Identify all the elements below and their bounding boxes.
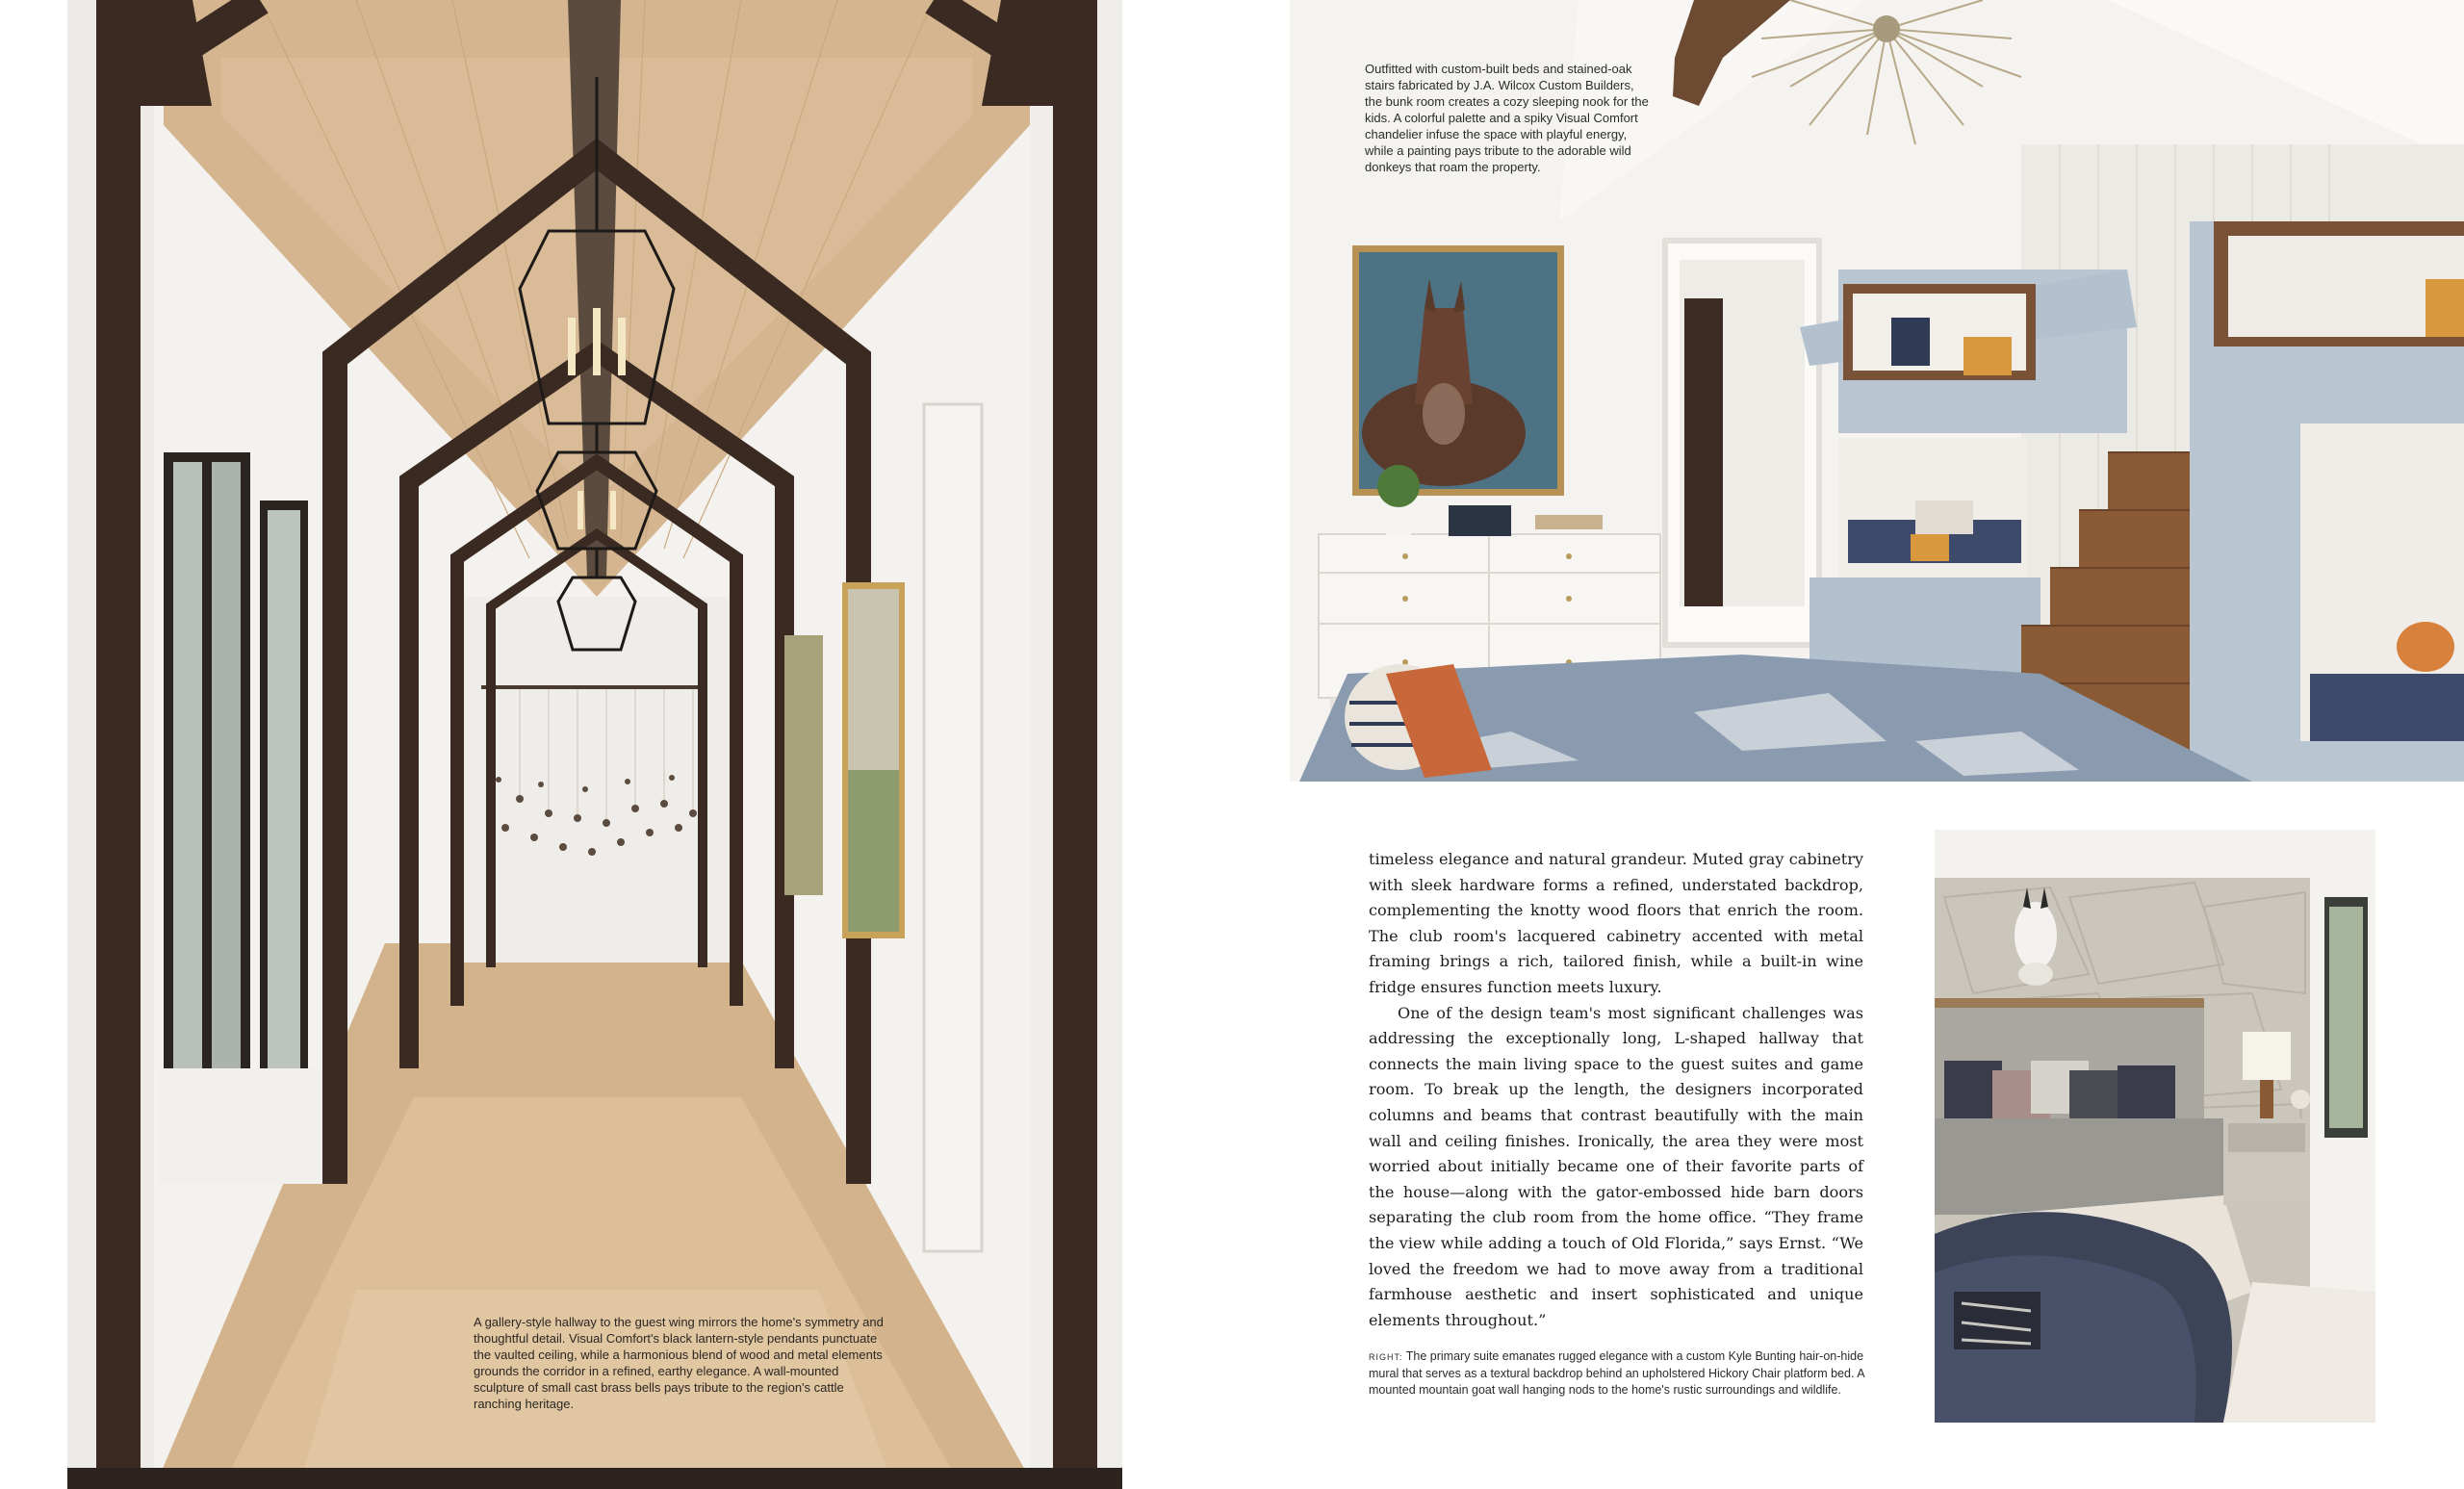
primary-suite-photo bbox=[1935, 830, 2375, 1423]
suite-caption bbox=[1369, 1348, 1869, 1399]
caption-label: RIGHT: bbox=[1369, 1352, 1403, 1362]
bunk-room-caption: Outfitted with custom-built beds and stained-oak stairs fabricated by J.A. Wilcox Custom Builders, the bunk room creates a cozy sleeping nook for the kids. A colorful palette and a spiky Visual Comfort chandelier infuse the space with playful energy, while a painting pays tribute to the adorable wild donkeys that roam the property. bbox=[1365, 62, 1649, 174]
suite-caption-text: The primary suite emanates rugged elegance with a custom Kyle Bunting hair-on-hide mural that serves as a textural backdrop behind an upholstered Hickory Chair platform bed. A mounted mountain goat wall hanging nods to the home's rustic surroundings and wildlife. bbox=[1369, 1349, 1864, 1397]
article-paragraph-1: timeless elegance and natural grandeur. Muted gray cabinetry with sleek hardware forms a refined, understated backdrop, complementing the knotty wood floors that enrich the room. The club room's lacquered cabinetry accented with metal framing brings a rich, tailored finish, while a built-in wine fridge ensures function meets luxury. bbox=[1369, 850, 1863, 996]
article-paragraph-2: One of the design team's most significant challenges was addressing the exceptionally long, L-shaped hallway that connects the main living space to the guest suites and game room. To break up the length, the designers incorporated columns and beams that contrast beautifully with the main wall and ceiling finishes. Ironically, the area they were most worried about initially became one of their favorite parts of the house—along with the gator-embossed hide barn doors separating the club room from the home office. “They frame the view while adding a touch of Old Florida,” says Ernst. “We loved the freedom we had to move away from a traditional farmhouse aesthetic and insert sophisticated and unique elements throughout.” bbox=[1369, 1003, 1863, 1329]
hallway-caption: A gallery-style hallway to the guest wing mirrors the home's symmetry and thoughtful detail. Visual Comfort's black lantern-style pendants punctuate the vaulted ceiling, while a harmonious blend of wood and metal elements grounds the corridor in a refined, earthy elegance. A wall-mounted sculpture of small cast brass bells pays tribute to the region's cattle ranching heritage. bbox=[474, 1315, 884, 1411]
article-body bbox=[1369, 847, 1863, 1333]
hallway-photo bbox=[67, 0, 1122, 1489]
